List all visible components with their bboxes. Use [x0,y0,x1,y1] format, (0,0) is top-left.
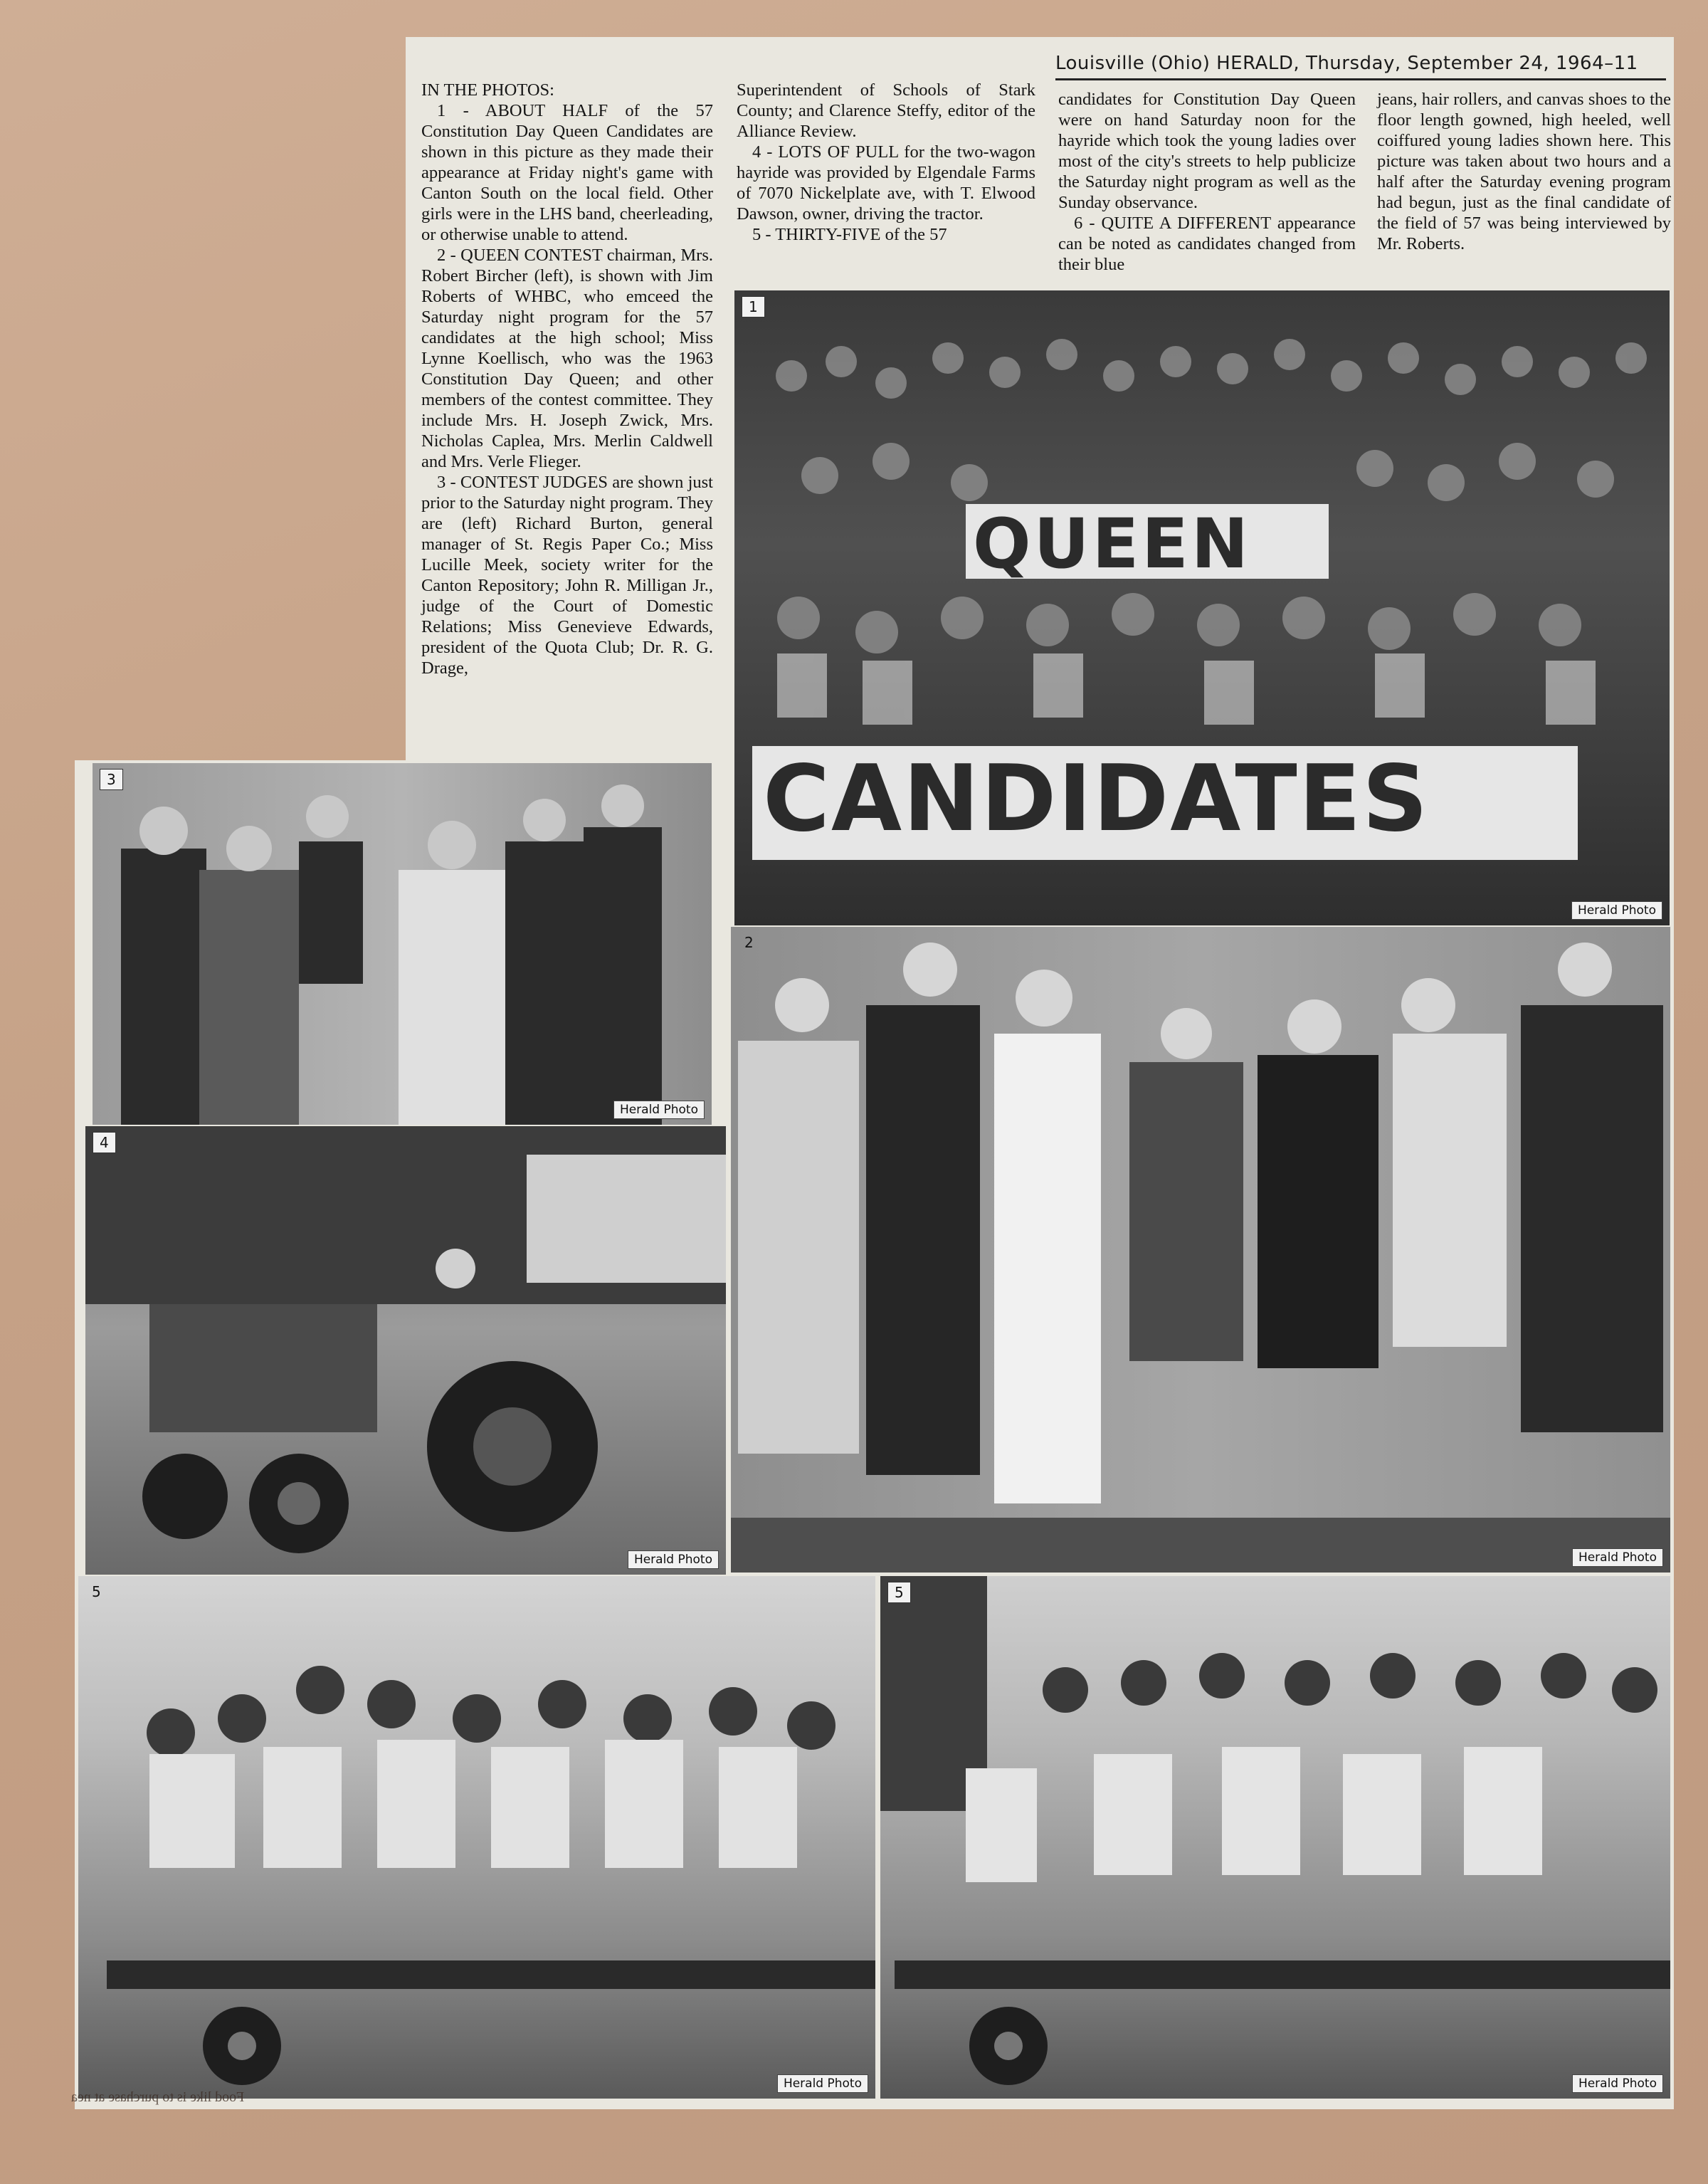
photo-number: 2 [744,934,754,951]
photo-credit: Herald Photo [1572,1548,1663,1567]
photo-credit: Herald Photo [613,1101,705,1119]
photo-number: 5 [887,1582,911,1603]
caption-photo-6: 6 - QUITE A DIFFERENT appearance can be noted as candidates changed from their blue [1058,214,1356,274]
photo-queen-candidates [734,290,1670,925]
caption-photo-2: 2 - QUEEN CONTEST chairman, Mrs. Robert Bircher (left), is shown with Jim Roberts of WHBC, who emceed the Saturday night program for the 57 candidates at the high school; Miss Lynne Koellisch, who was the 1963 Constitution Day Queen; and other members of the contest committee. They include Mrs. H. Joseph Zwick, Mrs. Nicholas Caplea, Mrs. Merlin Caldwell and Mrs. Verle Flieger. [421,246,713,471]
caption-photo-3: 3 - CONTEST JUDGES are shown just prior to the Saturday night program. They are (left) Richard Burton, general manager of St. Regis Paper Co.; Miss Lucille Meek, society writer for the Canton Repository; John R. Milligan Jr., judge of the Court of Domestic Relations; Miss Genevieve Edwards, president of the Quota Club; Dr. R. G. Drage, [421,473,713,678]
caption-photo-4: 4 - LOTS OF PULL for the two-wagon hayride was provided by Elgendale Farms of 7070 Nickelplate ave, with T. Elwood Dawson, owner, driving the tractor. [737,142,1035,224]
caption-column-1 [421,80,713,756]
queen-sign: QUEEN [973,504,1252,584]
photo-hayride-right [880,1576,1670,2099]
judges-illustration [93,763,712,1125]
caption-column-4 [1377,89,1671,292]
photo-number: 3 [100,769,123,790]
committee-illustration [731,927,1670,1573]
hayride-left-illustration [78,1576,875,2099]
caption-photo-6-cont: jeans, hair rollers, and canvas shoes to the floor length gowned, high heeled, well coiffured young ladies shown here. This picture was taken about two hours and a half after the Saturday evening program had begun, just as the final candidate of the field of 57 was being interviewed by Mr. Roberts. [1377,90,1671,253]
photo-contest-committee [731,927,1670,1573]
tractor-illustration [85,1126,726,1575]
masthead-rule [1055,78,1666,80]
caption-heading: IN THE PHOTOS: [421,80,554,100]
photo-tractor [85,1126,726,1575]
photo-hayride-left [78,1576,875,2099]
caption-photo-5: 5 - THIRTY-FIVE of the 57 [752,225,947,244]
photo-contest-judges [93,763,712,1125]
caption-photo-3-cont: Superintendent of Schools of Stark County; and Clarence Steffy, editor of the Alliance Review. [737,80,1035,141]
masthead: Louisville (Ohio) HERALD, Thursday, September 24, 1964–11 [1055,53,1638,74]
photo-credit: Herald Photo [1572,2074,1663,2093]
photo-number: 5 [92,1583,101,1600]
photo-credit: Herald Photo [628,1550,719,1569]
caption-photo-1: 1 - ABOUT HALF of the 57 Constitution Day Queen Candidates are shown in this picture as they made their appearance at Friday night's game with Canton South on the local field. Other girls were in the LHS band, cheerleading, or otherwise unable to attend. [421,101,713,244]
caption-photo-5-cont: candidates for Constitution Day Queen were on hand Saturday noon for the hayride which took the young ladies over most of the city's streets to help publicize the Saturday night program as well as the Sunday observance. [1058,90,1356,212]
bleed-through-text: Food like is to purchase at nea [71,2089,245,2105]
candidates-sign: CANDIDATES [763,746,1430,852]
photo-number: 1 [742,296,765,317]
caption-column-2 [737,80,1035,286]
photo-number: 4 [93,1132,116,1153]
photo-credit: Herald Photo [777,2074,868,2093]
photo-credit: Herald Photo [1571,901,1662,920]
hayride-right-illustration [880,1576,1670,2099]
caption-column-3 [1058,89,1356,292]
